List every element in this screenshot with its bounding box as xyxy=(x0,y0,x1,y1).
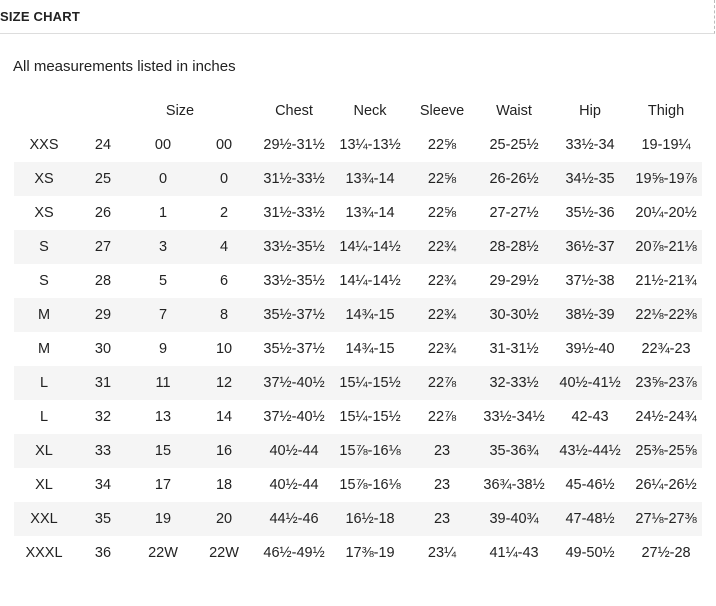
column-header-neck: Neck xyxy=(353,103,387,119)
sleeve-cell: 22¾ xyxy=(427,341,457,357)
chest-cell: 33½-35½ xyxy=(254,230,334,264)
size-eu-cell: 22W xyxy=(209,545,239,561)
sleeve-cell: 22⅞ xyxy=(427,409,457,425)
hip-cell: 37½-38 xyxy=(565,273,615,289)
size-eu-cell: 6 xyxy=(219,273,229,289)
chest-cell: 40½-44 xyxy=(254,434,334,468)
neck-cell: 13¾-14 xyxy=(345,205,395,221)
thigh-cell: 27⅛-27⅜ xyxy=(630,502,702,536)
size-us-cell: 25 xyxy=(74,162,132,196)
chest-cell: 31½-33½ xyxy=(254,162,334,196)
sleeve-cell: 22⅝ xyxy=(406,162,478,196)
neck-cell: 15⅞-16⅛ xyxy=(334,434,406,468)
neck-cell: 14¾-15 xyxy=(345,341,395,357)
column-header-thigh: Thigh xyxy=(647,103,685,119)
size-us-cell: 31 xyxy=(74,366,132,400)
waist-cell: 28-28½ xyxy=(478,230,550,264)
table-row xyxy=(14,162,702,196)
hip-cell: 45-46½ xyxy=(565,477,615,493)
chest-cell: 40½-44 xyxy=(269,477,319,493)
table-header-row xyxy=(14,94,702,128)
sleeve-cell: 23 xyxy=(406,434,478,468)
column-header-sleeve: Sleeve xyxy=(419,103,465,119)
size-uk-cell: 0 xyxy=(132,162,194,196)
sleeve-cell: 22⅞ xyxy=(406,366,478,400)
thigh-cell: 20⅞-21⅛ xyxy=(630,230,702,264)
chest-cell: 44½-46 xyxy=(254,502,334,536)
thigh-cell: 21½-21¾ xyxy=(635,273,697,289)
table-row xyxy=(14,196,702,230)
waist-cell: 31-31½ xyxy=(489,341,539,357)
size-uk-cell: 13 xyxy=(154,409,172,425)
size-letter-cell: M xyxy=(14,298,74,332)
size-letter-cell: XS xyxy=(34,205,54,221)
thigh-cell: 19⅝-19⅞ xyxy=(630,162,702,196)
waist-cell: 32-33½ xyxy=(478,366,550,400)
size-us-cell: 29 xyxy=(74,298,132,332)
size-uk-cell: 1 xyxy=(158,205,168,221)
column-header-size-label: Size xyxy=(165,103,195,119)
size-letter-cell: XL xyxy=(35,477,53,493)
sleeve-cell: 22⅝ xyxy=(427,205,457,221)
thigh-cell: 24½-24¾ xyxy=(635,409,697,425)
hip-cell: 42-43 xyxy=(571,409,609,425)
neck-cell: 14¼-14½ xyxy=(334,230,406,264)
waist-cell: 29-29½ xyxy=(489,273,539,289)
size-uk-cell: 5 xyxy=(158,273,168,289)
table-row xyxy=(14,434,702,468)
waist-cell: 30-30½ xyxy=(478,298,550,332)
table-row xyxy=(14,536,702,570)
size-letter-cell: XXXL xyxy=(25,545,63,561)
size-letter-cell: L xyxy=(39,409,49,425)
table-row xyxy=(14,332,702,366)
size-eu-cell: 20 xyxy=(194,502,254,536)
hip-cell: 47-48½ xyxy=(550,502,630,536)
neck-cell: 14¾-15 xyxy=(334,298,406,332)
size-eu-cell: 0 xyxy=(194,162,254,196)
thigh-cell: 27½-28 xyxy=(641,545,691,561)
waist-cell: 39-40¾ xyxy=(478,502,550,536)
thigh-cell: 25⅜-25⅝ xyxy=(630,434,702,468)
chest-cell: 35½-37½ xyxy=(254,298,334,332)
hip-cell: 40½-41½ xyxy=(550,366,630,400)
size-chart-title: SIZE CHART xyxy=(0,9,80,24)
size-letter-cell: XXL xyxy=(14,502,74,536)
column-header-hip: Hip xyxy=(579,103,601,119)
column-header-waist: Waist xyxy=(496,103,532,119)
size-uk-cell: 7 xyxy=(132,298,194,332)
neck-cell: 15¼-15½ xyxy=(334,366,406,400)
size-uk-cell: 00 xyxy=(154,137,172,153)
size-letter-cell: L xyxy=(14,366,74,400)
neck-cell: 13¾-14 xyxy=(334,162,406,196)
sleeve-cell: 22¾ xyxy=(406,230,478,264)
chest-cell: 33½-35½ xyxy=(263,273,325,289)
size-eu-cell: 12 xyxy=(194,366,254,400)
waist-cell: 25-25½ xyxy=(489,137,539,153)
size-eu-cell: 8 xyxy=(194,298,254,332)
size-us-cell: 34 xyxy=(94,477,112,493)
size-eu-cell: 16 xyxy=(194,434,254,468)
size-eu-cell: 10 xyxy=(215,341,233,357)
neck-cell: 15¼-15½ xyxy=(339,409,401,425)
neck-cell: 14¼-14½ xyxy=(339,273,401,289)
size-letter-cell: S xyxy=(14,230,74,264)
chest-cell: 29½-31½ xyxy=(263,137,325,153)
chest-cell: 37½-40½ xyxy=(254,366,334,400)
thigh-cell: 20¼-20½ xyxy=(635,205,697,221)
chest-cell: 46½-49½ xyxy=(263,545,325,561)
size-eu-cell: 4 xyxy=(194,230,254,264)
table-row xyxy=(14,400,702,434)
table-row xyxy=(14,264,702,298)
size-us-cell: 24 xyxy=(94,137,112,153)
size-us-cell: 27 xyxy=(74,230,132,264)
waist-cell: 41¼-43 xyxy=(489,545,539,561)
chest-cell: 35½-37½ xyxy=(263,341,325,357)
size-chart-header xyxy=(0,0,715,34)
size-letter-cell: M xyxy=(37,341,51,357)
sleeve-cell: 22¾ xyxy=(406,298,478,332)
neck-cell: 17⅜-19 xyxy=(345,545,395,561)
size-us-cell: 30 xyxy=(94,341,112,357)
hip-cell: 49-50½ xyxy=(565,545,615,561)
chest-cell: 31½-33½ xyxy=(263,205,325,221)
size-letter-cell: XS xyxy=(14,162,74,196)
size-eu-cell: 18 xyxy=(215,477,233,493)
thigh-cell: 22¾-23 xyxy=(641,341,691,357)
table-row xyxy=(14,230,702,264)
size-table xyxy=(14,94,702,570)
thigh-cell: 22⅛-22⅜ xyxy=(630,298,702,332)
size-letter-cell: XL xyxy=(14,434,74,468)
size-us-cell: 26 xyxy=(94,205,112,221)
table-row xyxy=(14,502,702,536)
size-eu-cell: 00 xyxy=(215,137,233,153)
waist-cell: 36¾-38½ xyxy=(483,477,545,493)
neck-cell: 13¼-13½ xyxy=(339,137,401,153)
size-us-cell: 36 xyxy=(94,545,112,561)
thigh-cell: 19-19¼ xyxy=(641,137,691,153)
neck-cell: 15⅞-16⅛ xyxy=(339,477,401,493)
waist-cell: 35-36¾ xyxy=(478,434,550,468)
table-row xyxy=(14,298,702,332)
sleeve-cell: 23¼ xyxy=(427,545,457,561)
size-uk-cell: 22W xyxy=(148,545,178,561)
size-uk-cell: 15 xyxy=(132,434,194,468)
size-uk-cell: 9 xyxy=(158,341,168,357)
measurement-note: All measurements listed in inches xyxy=(13,58,236,75)
size-us-cell: 32 xyxy=(94,409,112,425)
column-header-size xyxy=(14,94,254,128)
hip-cell: 34½-35 xyxy=(550,162,630,196)
table-row xyxy=(14,128,702,162)
size-uk-cell: 11 xyxy=(132,366,194,400)
waist-cell: 26-26½ xyxy=(478,162,550,196)
chest-cell: 37½-40½ xyxy=(263,409,325,425)
size-uk-cell: 3 xyxy=(132,230,194,264)
size-uk-cell: 17 xyxy=(154,477,172,493)
size-us-cell: 33 xyxy=(74,434,132,468)
size-us-cell: 28 xyxy=(94,273,112,289)
column-header-chest: Chest xyxy=(275,103,313,119)
table-row xyxy=(14,366,702,400)
waist-cell: 33½-34½ xyxy=(483,409,545,425)
size-letter-cell: XXS xyxy=(29,137,59,153)
neck-cell: 16½-18 xyxy=(334,502,406,536)
hip-cell: 36½-37 xyxy=(550,230,630,264)
sleeve-cell: 23 xyxy=(433,477,451,493)
size-table-body xyxy=(14,128,702,570)
waist-cell: 27-27½ xyxy=(489,205,539,221)
hip-cell: 35½-36 xyxy=(565,205,615,221)
size-letter-cell: S xyxy=(39,273,49,289)
sleeve-cell: 22¾ xyxy=(427,273,457,289)
sleeve-cell: 22⅝ xyxy=(427,137,457,153)
hip-cell: 43½-44½ xyxy=(550,434,630,468)
hip-cell: 38½-39 xyxy=(550,298,630,332)
thigh-cell: 26¼-26½ xyxy=(635,477,697,493)
thigh-cell: 23⅝-23⅞ xyxy=(630,366,702,400)
sleeve-cell: 23 xyxy=(406,502,478,536)
hip-cell: 33½-34 xyxy=(565,137,615,153)
table-row xyxy=(14,468,702,502)
hip-cell: 39½-40 xyxy=(565,341,615,357)
size-uk-cell: 19 xyxy=(132,502,194,536)
size-eu-cell: 14 xyxy=(215,409,233,425)
size-eu-cell: 2 xyxy=(219,205,229,221)
size-us-cell: 35 xyxy=(74,502,132,536)
